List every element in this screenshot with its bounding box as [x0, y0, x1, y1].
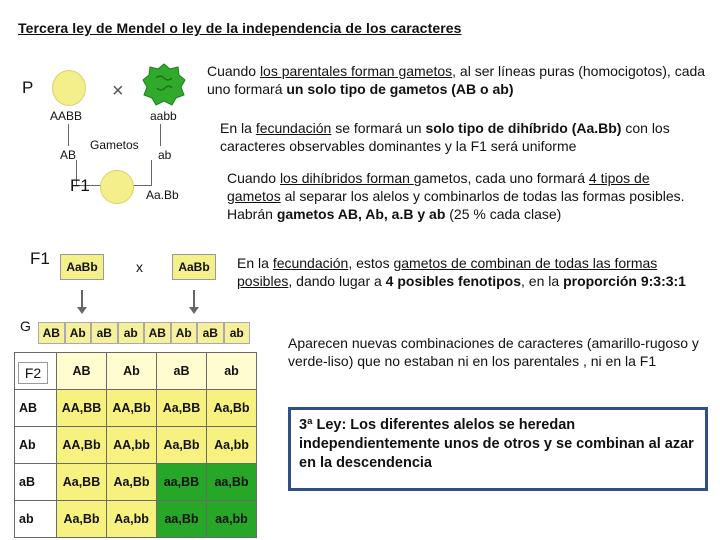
punnett-cell: AA,Bb [57, 427, 107, 464]
parent1-genotype: AABB [50, 109, 83, 123]
text-span: fecundación [255, 120, 332, 136]
gamete-cell: aB [91, 322, 118, 344]
parent2-genotype: aabb [150, 109, 177, 123]
gamete-cell: aB [197, 322, 224, 344]
paragraph-dihybrid-gametes [227, 169, 693, 223]
punnett-cell: Aa,BB [157, 390, 207, 427]
paragraph-f2-phenotypes [237, 254, 707, 290]
text-span: En la [220, 120, 256, 136]
f1-label: F1 [70, 176, 90, 195]
punnett-cell: Aa,BB [57, 464, 107, 501]
punnett-row [15, 464, 257, 501]
text-span: , dando lugar a [288, 273, 386, 289]
punnett-row [15, 501, 257, 538]
punnett-col-header: Ab [107, 353, 157, 390]
text-span: , en la [521, 273, 564, 289]
gamete-cell: ab [224, 322, 251, 344]
gamete-ab-dominant: AB [60, 148, 77, 162]
punnett-row-header: AB [15, 390, 57, 427]
paragraph-new-combinations: Aparecen nuevas combinaciones de caracteres (amarillo-rugoso y verde-liso) que no estaban ni en los parentales , ni en la F1 [288, 335, 699, 369]
gamete-ab-recessive: ab [158, 148, 172, 162]
f1-box-right: AaBb [172, 254, 216, 280]
punnett-row [15, 390, 257, 427]
f1-cross-label: F1 [30, 249, 50, 268]
text-span: , estos [348, 255, 394, 271]
f2-label: F2 [18, 362, 48, 384]
text-span: los dihíbridos forman [279, 170, 414, 186]
f1-yellow-pea-icon [100, 170, 134, 204]
text-span: se formará un [331, 120, 426, 136]
text-span: Cuando [207, 63, 260, 79]
paragraph-fecundation-f1 [220, 119, 710, 155]
text-span: 4 posibles fenotipos [385, 273, 522, 289]
text-span: gametos, cada uno formará [413, 170, 589, 186]
green-wrinkled-pea-icon [142, 62, 186, 106]
punnett-cell: aa,Bb [157, 501, 207, 538]
punnett-row [15, 427, 257, 464]
punnett-col-header: ab [207, 353, 257, 390]
text-span: proporción 9:3:3:1 [563, 273, 686, 289]
x-symbol: x [136, 259, 143, 275]
gamete-line-left [68, 124, 69, 146]
text-span: solo tipo de dihíbrido (Aa.Bb) [425, 120, 622, 136]
text-span: (25 % cada clase) [445, 206, 562, 222]
text-span: gametos AB, Ab, a.B y ab [276, 206, 446, 222]
punnett-cell: AA,bb [107, 427, 157, 464]
punnett-square [14, 352, 257, 538]
punnett-cell: Aa,Bb [207, 390, 257, 427]
page-title: Tercera ley de Mendel o ley de la independencia de los caracteres [18, 20, 462, 36]
text-span: los parentales forman gametos [259, 63, 453, 79]
text-span: al separar los alelos y combinarlos de todas las formas posibles. Habrán [227, 188, 685, 222]
paragraph-parental-gametes [207, 62, 715, 98]
punnett-cell: Aa,Bb [57, 501, 107, 538]
gametes-row [38, 322, 250, 344]
gametes-label: Gametos [90, 138, 139, 152]
punnett-cell: aa,BB [157, 464, 207, 501]
text-span: gametos de combinan de todas las formas posibles [237, 255, 658, 289]
f1-box-left: AaBb [60, 254, 104, 280]
f1-genotype: Aa.Bb [146, 188, 179, 202]
p-label: P [22, 78, 34, 97]
text-span: 4 tipos de gametos [227, 170, 650, 204]
g-label: G [20, 318, 31, 334]
gamete-cell: Ab [65, 322, 92, 344]
third-law-box: 3ª Ley: Los diferentes alelos se heredan independientemente unos de otros y se combinan al azar en la descendencia [288, 407, 708, 491]
gamete-cell: AB [38, 322, 65, 344]
punnett-row-header: aB [15, 464, 57, 501]
punnett-cell: AA,Bb [107, 390, 157, 427]
punnett-row-header: Ab [15, 427, 57, 464]
punnett-cell: Aa,bb [207, 427, 257, 464]
punnett-col-header: aB [157, 353, 207, 390]
punnett-cell: aa,Bb [207, 464, 257, 501]
text-span: Cuando [227, 170, 280, 186]
punnett-cell: Aa,Bb [107, 464, 157, 501]
text-span: fecundación [272, 255, 349, 271]
gamete-line-right [160, 124, 161, 146]
gamete-cell: Ab [171, 322, 198, 344]
punnett-cell: AA,BB [57, 390, 107, 427]
text-span: un solo tipo de gametos (AB o ab) [286, 81, 514, 97]
yellow-smooth-pea-icon [52, 70, 86, 106]
punnett-col-header: AB [57, 353, 107, 390]
arrow-down-right [193, 290, 195, 308]
text-span: con los caracteres observables dominantes y la F1 será uniforme [220, 120, 670, 154]
gamete-cell: ab [118, 322, 145, 344]
cross-symbol: × [112, 80, 124, 102]
arrow-down-left [81, 290, 83, 308]
punnett-header-row [15, 353, 257, 390]
gamete-cell: AB [144, 322, 171, 344]
text-span: En la [237, 255, 273, 271]
text-span: , al ser líneas puras (homocigotos), cada uno formará [207, 63, 706, 97]
punnett-cell: aa,bb [207, 501, 257, 538]
punnett-cell: Aa,Bb [157, 427, 207, 464]
punnett-cell: Aa,bb [107, 501, 157, 538]
punnett-row-header: ab [15, 501, 57, 538]
